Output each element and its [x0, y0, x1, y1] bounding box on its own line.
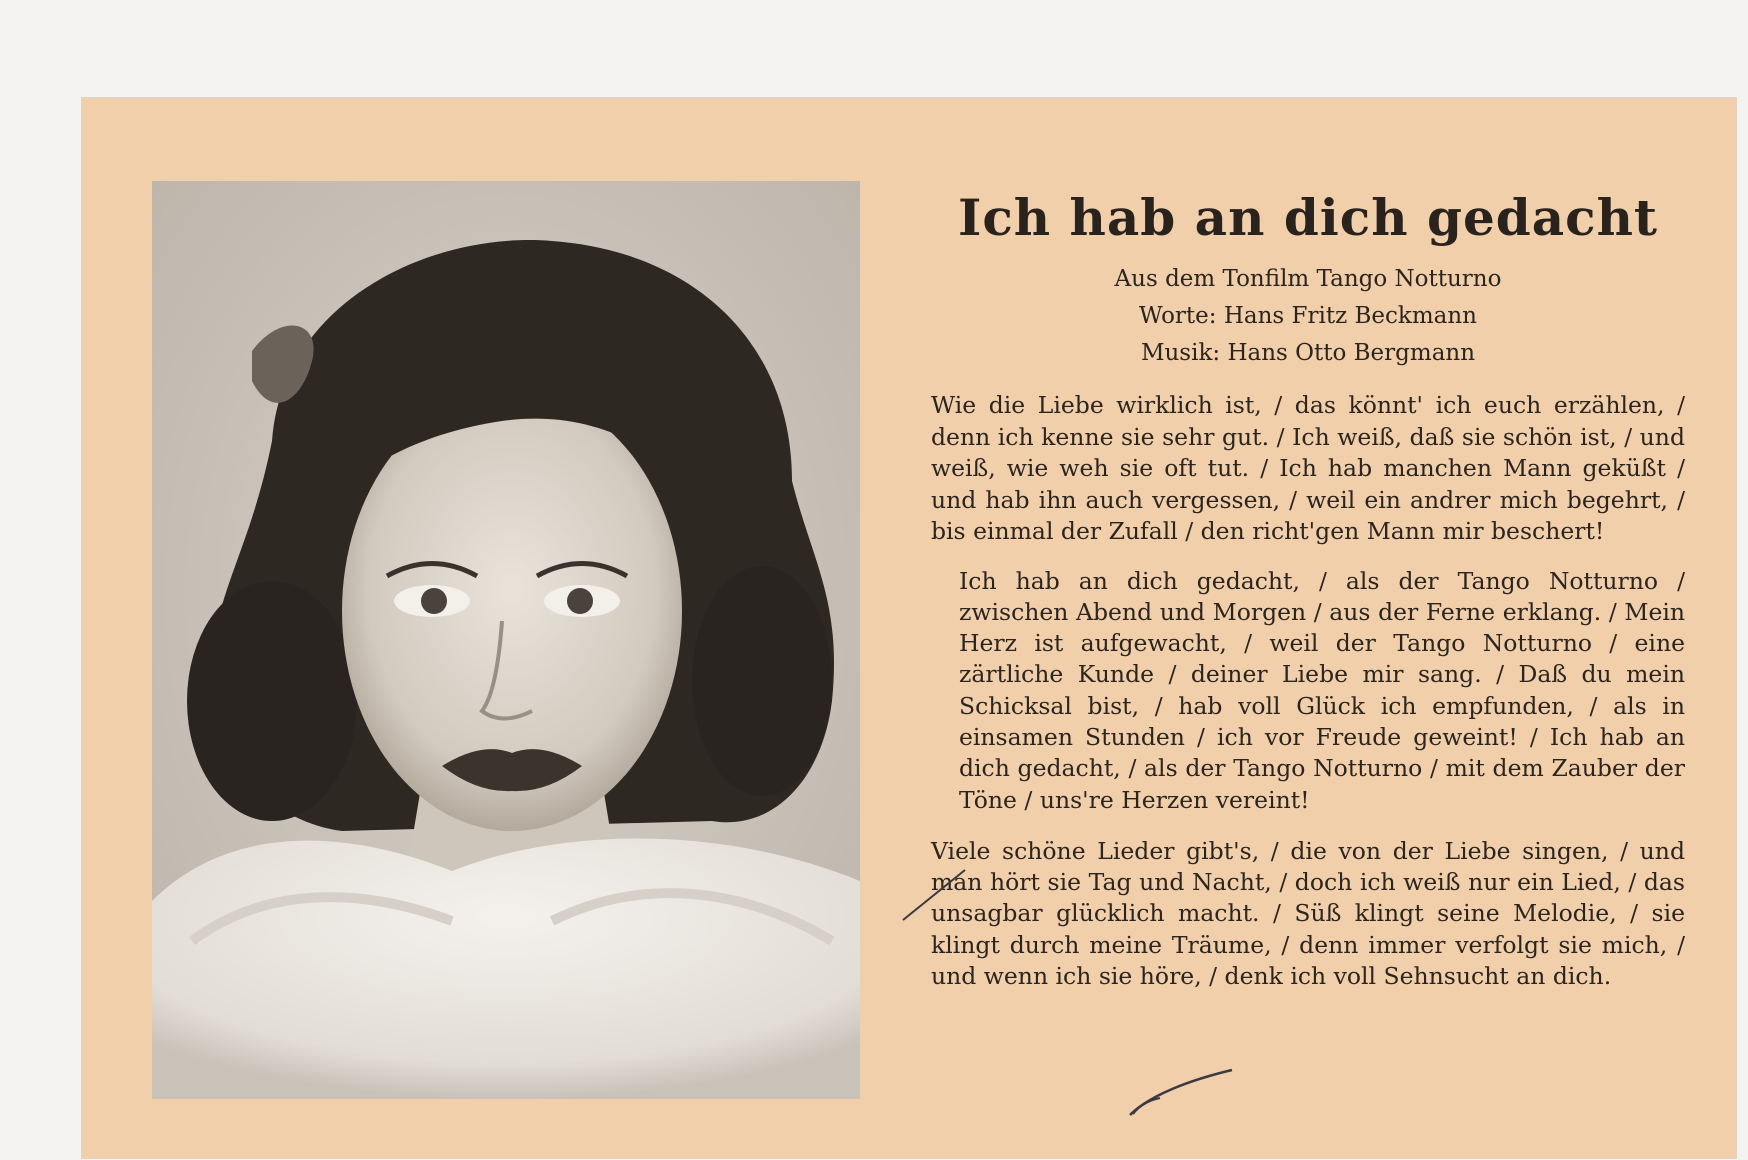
film-credit: Aus dem Tonfilm Tango Notturno [1114, 266, 1502, 292]
portrait-illustration [152, 181, 860, 1099]
lyricist-credit: Worte: Hans Fritz Beckmann [1139, 303, 1477, 329]
verse-2: Viele schöne Lieder gibt's, / die von der Liebe singen, / und man hört sie Tag und Nacht, / doch ich weiß nur ein Lied, / das unsagbar glücklich macht. / Süß klingt seine Melodie, / sie klingt durch meine Träume, / denn immer verfolgt sie mich, / und wenn ich sie höre, / denk ich voll Sehnsucht an dich. [931, 836, 1685, 991]
composer-credit: Musik: Hans Otto Bergmann [1140, 340, 1476, 366]
verse-1: Wie die Liebe wirklich ist, / das könnt' ich euch erzählen, / denn ich kenne sie sehr gut. / Ich weiß, daß sie schön ist, / und weiß, wie weh sie oft tut. / Ich hab manchen Mann geküßt / und hab ihn auch vergessen, / weil ein andrer mich begehrt, / bis einmal der Zufall / den richt'gen Mann mir beschert! [931, 391, 1685, 545]
song-card [82, 98, 1736, 1158]
credits-block [931, 261, 1685, 372]
song-title: Ich hab an dich gedacht [957, 188, 1659, 247]
lyrics-column [931, 188, 1685, 992]
portrait-photo [152, 181, 860, 1099]
chorus: Ich hab an dich gedacht, / als der Tango Notturno / zwischen Abend und Morgen / aus der Ferne erklang. / Mein Herz ist aufgewacht, / weil der Tango Notturno / eine zärtliche Kunde / deiner Liebe mir sang. / Daß du mein Schicksal bist, / hab voll Glück ich empfunden, / als in einsamen Stunden / ich vor Freude geweint! / Ich hab an dich gedacht, / als der Tango Notturno / mit dem Zauber der Töne / uns're Herzen vereint! [959, 566, 1685, 814]
